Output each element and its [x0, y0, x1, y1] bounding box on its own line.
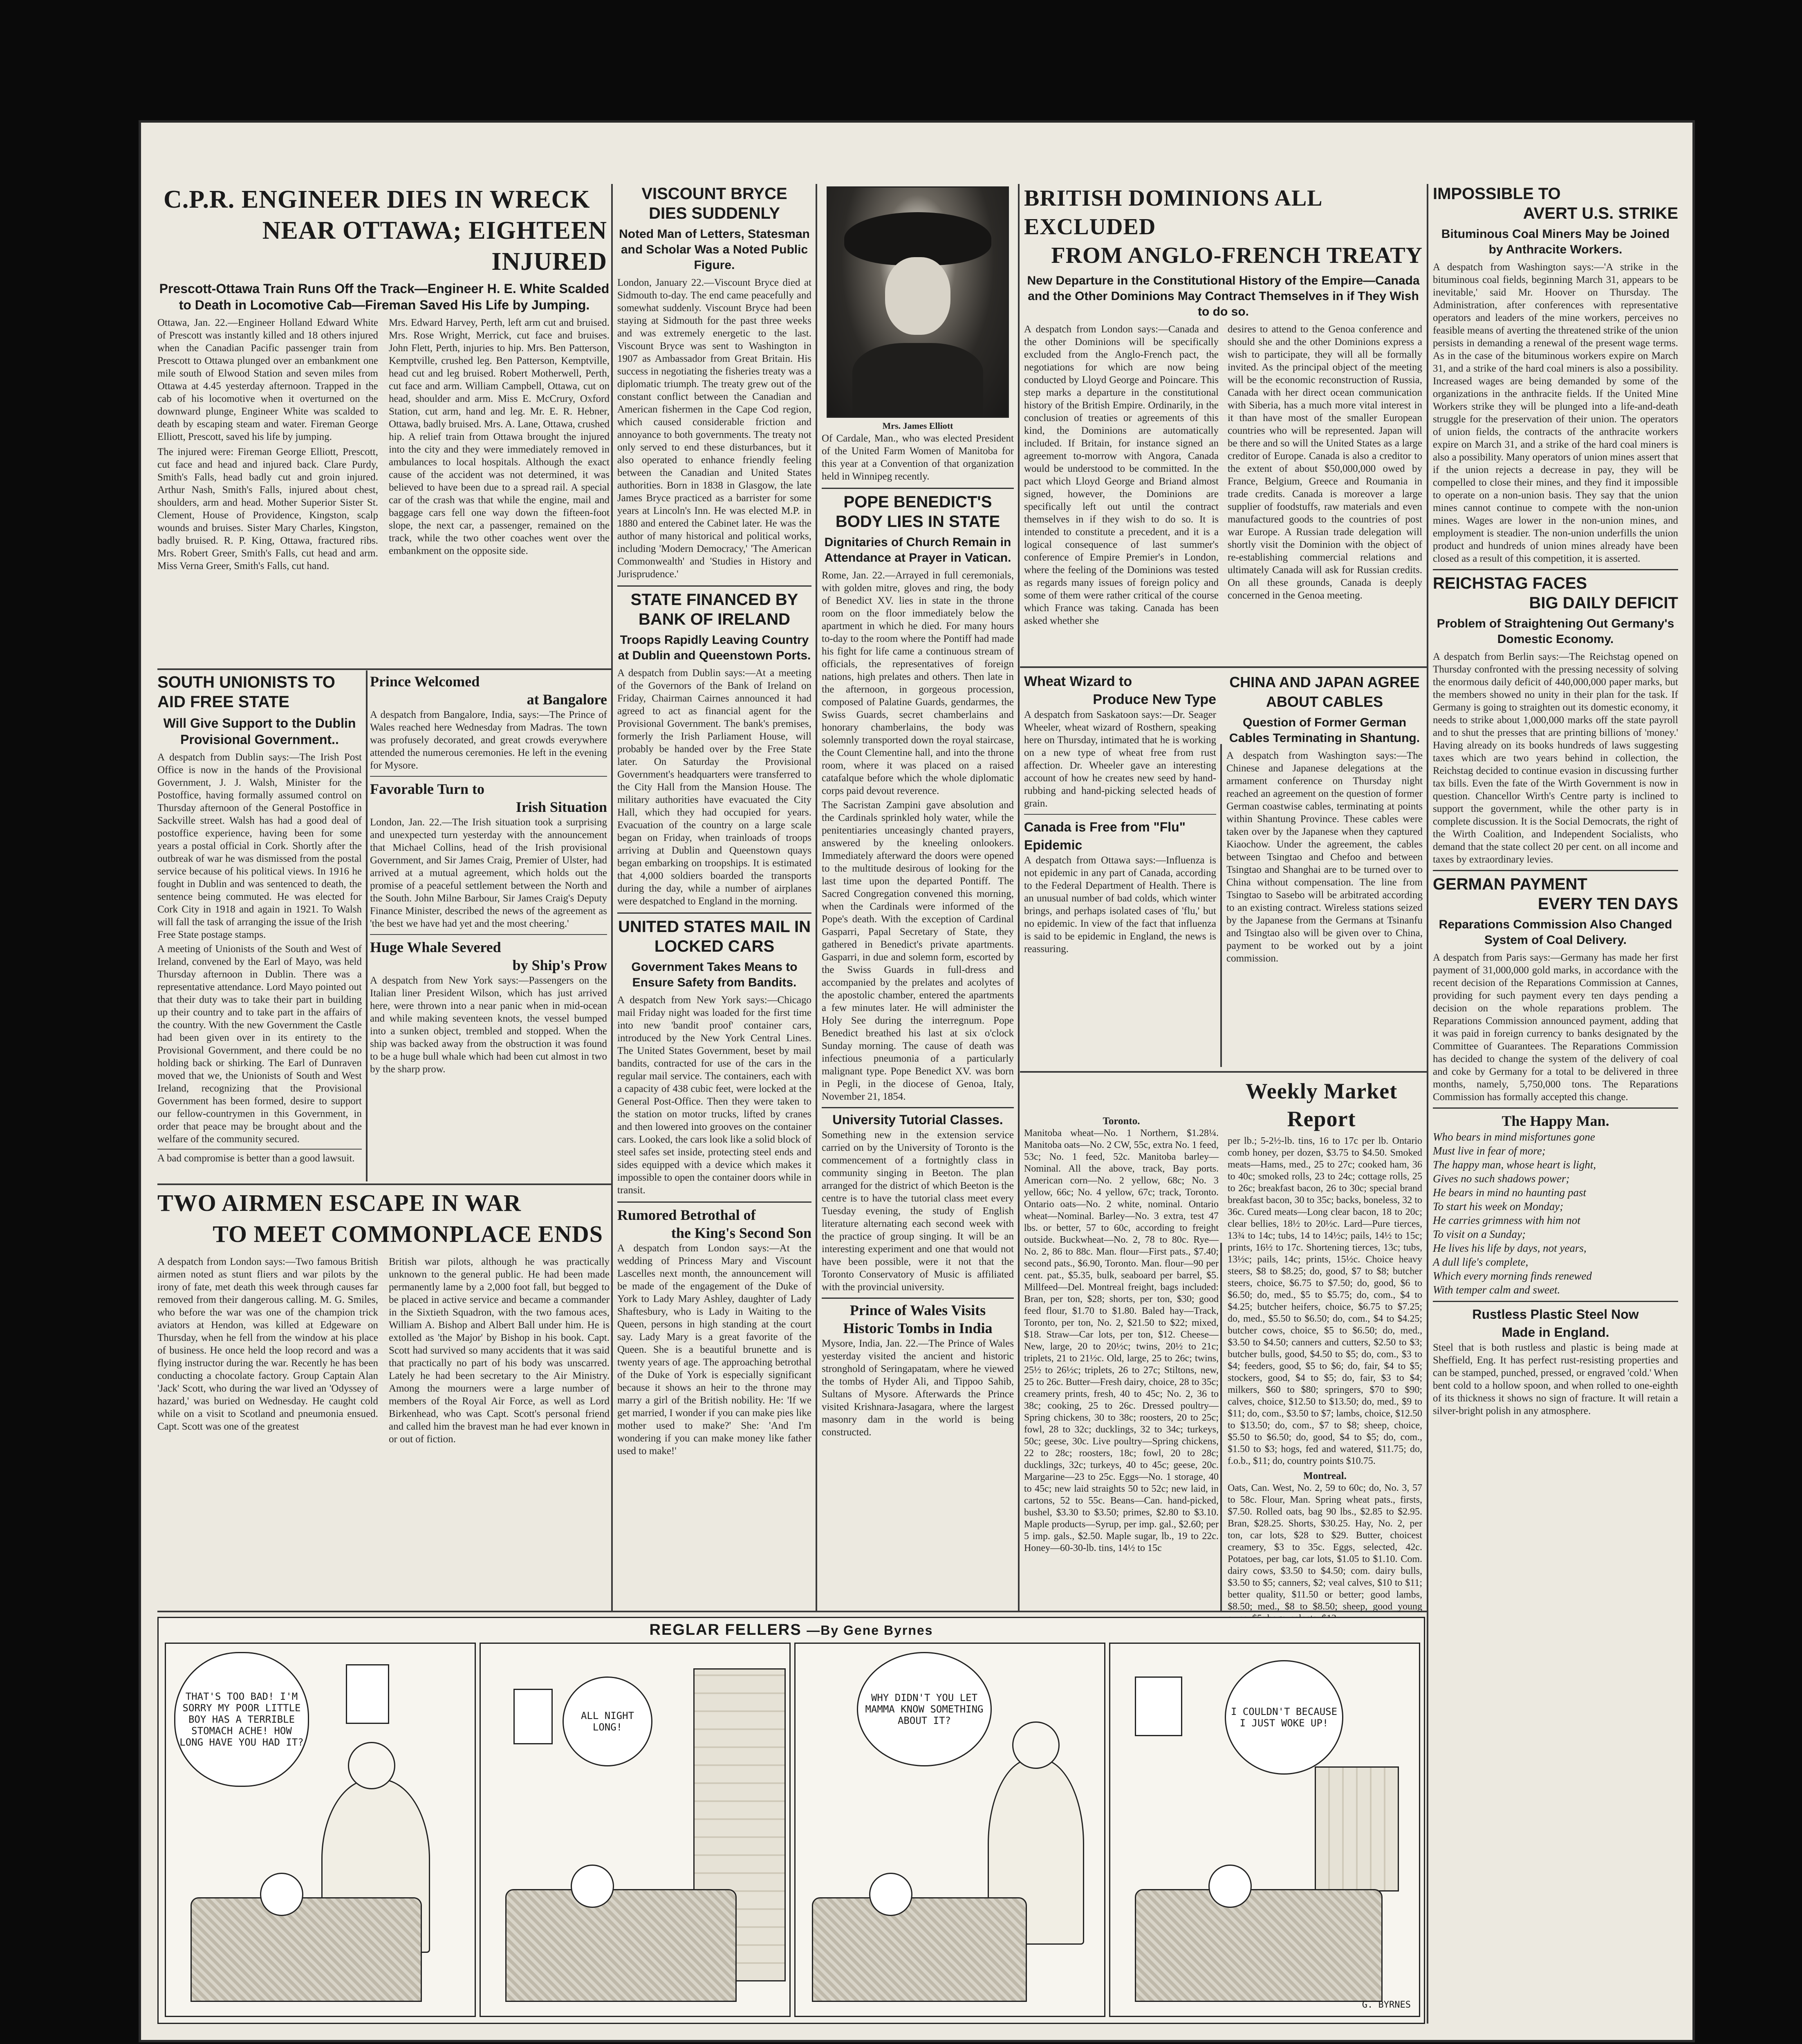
- article-body: Something new in the extension service carried on by the University of Toronto is the commencement of a fortnightly class in community singing in Beeton. The plan arranged for the district of which Beeton is the centre is to have the tutorial class meet every Tuesday evening, the study of English literature alternating each second week with the practice of group singing. It will be an interesting experiment and one that would not have been possible, were it not that the Toronto Conservatory of Music is affiliated with the provincial university.: [822, 1130, 1014, 1293]
- headline: Weekly Market Report: [1245, 1079, 1398, 1131]
- market-report: [1024, 1077, 1423, 1612]
- market-prices: per lb.; 5-2½-lb. tins, 16 to 17c per lb. Ontario comb honey, per dozen, $3.75 to $4.50. Smoked meats—Hams, med., 25 to 27c; cooked ham, 36 to 40c; smoked rolls, 23 to 24c; cottage rolls, 25 to 26c; breakfast bacon, 26 to 30c; special brand breakfast bacon, 30 to 35c; backs, boneless, 32 to 36c. Cured meats—Long clear bacon, 18 to 20c; clear bellies, 18½ to 20½c. Lard—Pure tierces, 13¾ to 14c; tubs, 14 to 14½c; pails, 14½ to 15c; prints, 16½ to 17c. Shortening tierces, 13c; tubs, 13½c; pails, 14c; prints, 15½c. Choice heavy steers, $8 to $8.25; do, good, $7 to $8; butcher steers, choice, $6.75 to $7.50; do, good, $6 to $6.50; do, med., $5 to $5.75; do, com., $4 to $4.25; butcher heifers, choice, $6.75 to $7.25; do, med., $5.50 to $6.50; do, com., $4 to $4.25; butcher cows, choice, $5 to $6.50; do, med., $3.50 to $4.50; canners and cutters, $2.50 to $3; butcher bulls, good, $4.50 to $5; do, com., $3 to $4; feeders, good, $5 to $6; do, fair, $4 to $5; stockers, good, $4 to $5; do, fair, $3 to $4; milkers, $60 to $80; springers, $70 to $90; calves, choice, $12.50 to $13.50; do, med., $9 to $11; do, com., $3.50 to $7; lambs, choice, $12.50 to $13.50; do, com., $7 to $8; sheep, choice, $5.50 to $6.50; do, good, $4 to $5; do, com., $1.50 to $3; hogs, fed and watered, $11.75; do, f.o.b., $11; do, country points $10.75.: [1228, 1136, 1422, 1466]
- boy-head: [260, 1873, 303, 1916]
- article-body: A despatch from Paris says:—Germany has made her first payment of 31,000,000 gold marks, in accordance with the recent decision of the Reparations Commission at Cannes, providing for such payment every ten days pending a decision on the whole reparations problem. The Reparations Commission announced payment, adding that it was paid in foreign currency to banks designated by the Committee of Guarantees. The Reparations Commission has decided to change the system of the delivery of coal and coke by Germany for a total to be delivered in three months, namely, 5,750,000 tons. The Reparations Commission has formally accepted this change.: [1433, 952, 1678, 1103]
- headline: Historic Tombs in India: [843, 1320, 993, 1336]
- subhead: Dignitaries of Church Remain in Attendance at Prayer in Vatican.: [824, 536, 1011, 565]
- article-body: A despatch from New York says:—Passengers on the Italian liner President Wilson, which has just arrived here, were thrown into a near panic when in mid-ocean and while making seventeen knots, the vessel bumped into a sunken object, trembled and stopped. When the ship was backed away from the obstruction it was found to be a huge bull whale which had been cut almost in two by the sharp prow.: [370, 975, 607, 1075]
- column-short-items: [370, 672, 607, 1181]
- newspaper-page: [141, 123, 1692, 2040]
- subhead: New Departure in the Constitutional History of the Empire—Canada and the Other Dominions May Contract Themselves in if They Wish to do so.: [1027, 274, 1420, 318]
- poem-line: With temper calm and sweet.: [1433, 1284, 1560, 1296]
- poem-line: Which every morning finds renewed: [1433, 1270, 1592, 1282]
- headline: REICHSTAG FACES: [1433, 574, 1587, 592]
- poem-line: He carries grimness with him not: [1433, 1214, 1580, 1226]
- article-irish-situation: [370, 776, 607, 930]
- column-four: [822, 184, 1014, 1609]
- article-body: Mrs. Edward Harvey, Perth, left arm cut and bruised. Mrs. Rose Wright, Merrick, cut face and bruises. John Flett, Perth, injuries to hip. Mrs. Ben Patterson, Kemptville, crushed leg. Ben Patterson, Kemptville, head cut and leg bruised. Robert Motherwell, Perth, cut face and arm. William Campbell, Ottawa, cut on head, shoulder and arm. Miss E. McCrury, Oxford Station, cut arm, hand and leg. Mr. E. R. Hebner, Ottawa, badly bruised. Mrs. A. Lane, Ottawa, crushed hip. A relief train from Ottawa brought the injured into the city and they were immediately removed in ambulances to local hospitals. Although the exact cause of the accident was not determined, it was believed to have been due to a spread rail. A special car of the crash was that while the engine, mail and baggage cars fell one way down the fifteen-foot slope, the next car, a passenger, remained on the track, while the two other coaches went over the embankment on the opposite side.: [389, 317, 610, 556]
- article-body: Ottawa, Jan. 22.—Engineer Holland Edward White of Prescott was instantly killed and 18 others injured when the Canadian Pacific passenger train from Prescott to Ottawa plunged over an embankment one mile south of Elwood Station and seven miles from Ottawa at 4.45 yesterday afternoon. Trapped in the cab of his locomotive when it overturned on the downward plunge, Engineer White was scalded to death by escaping steam and water. Fireman George Elliott, Prescott, saved his life by jumping.: [157, 317, 378, 442]
- headline: BIG DAILY DEFICIT: [1529, 594, 1678, 612]
- window: [1315, 1766, 1399, 1892]
- column-rule: [611, 184, 613, 1611]
- headline: Canada is Free from "Flu" Epidemic: [1024, 820, 1186, 852]
- comic-title: REGLAR FELLERS: [649, 1621, 802, 1638]
- filler-item: A bad compromise is better than a good lawsuit.: [157, 1149, 362, 1165]
- article-body: A despatch from New York says:—Chicago mail Friday night was loaded for the first time into new 'bandit proof' container cars, introduced by the New York Central Lines. The United States Government, beset by mail bandits, contracted for use of the cars in the regular mail service. The containers, each with a capacity of 438 cubic feet, were locked at the General Post-Office. Then they were taken to the station on motor trucks, lifted by cranes and then lowered into grooves on the container cars. Looked, the cars look like a solid block of steel safes set inside, protecting steel ends and sides equipped with a device which makes it impossible to open the container doors while in transit.: [617, 995, 811, 1196]
- article-bank-ireland: [617, 585, 811, 908]
- bed: [812, 1897, 1027, 2002]
- article-wheat-wizard: [1024, 672, 1216, 810]
- photo-caption: Mrs. James Elliott: [882, 421, 953, 431]
- headline: DIES SUDDENLY: [649, 204, 780, 222]
- headline: TWO AIRMEN ESCAPE IN WAR: [157, 1190, 521, 1216]
- headline: BRITISH DOMINIONS ALL EXCLUDED: [1024, 186, 1322, 240]
- speech-bubble: WHY DIDN'T YOU LET MAMMA KNOW SOMETHING ABOUT IT?: [857, 1652, 992, 1766]
- boy-head: [571, 1865, 614, 1908]
- market-prices: Oats, Can. West, No. 2, 59 to 60c; do, No. 3, 57 to 58c. Flour, Man. Spring wheat pats., firsts, $7.50. Rolled oats, bag 90 lbs., $2.85 to $2.95. Bran, $28.25. Shorts, $30.25. Hay, No. 2, per ton, car lots, $28 to $29. Butter, choicest creamery, $3 to 35c. Eggs, selected, 42c. Potatoes, per bag, car lots, $1.05 to $1.10. Com. dairy cows, $3.50 to $4.50; com. dairy bulls, $3.50 to $5; canners, $2; veal calves, $10 to $11; better quality, $11.50 or better; good lambs, $8.50; med., $8 to $8.50; sheep, good young: [1228, 1483, 1422, 1612]
- poem-line: He lives his life by days, not years,: [1433, 1242, 1587, 1254]
- article-german-payment: [1433, 870, 1678, 1103]
- article-cpr-wreck: [157, 184, 611, 666]
- portrait-photo: [827, 186, 1009, 418]
- headline: the King's Second Son: [671, 1225, 811, 1241]
- article-prince-wales-india: [822, 1298, 1014, 1439]
- comic-byline: —By Gene Byrnes: [807, 1623, 933, 1638]
- article-rustless-steel: [1433, 1301, 1678, 1417]
- headline: NEAR OTTAWA; EIGHTEEN INJURED: [262, 217, 607, 276]
- headline: VISCOUNT BRYCE: [641, 185, 787, 203]
- headline: C.P.R. ENGINEER DIES IN WRECK: [164, 186, 590, 213]
- article-body: Mysore, India, Jan. 22.—The Prince of Wales yesterday visited the ancient and historic stronghold of Seringapatam, where he viewed the tombs of Hyder Ali, and Tippoo Sahib, Sultans of Mysore. Afterwards the Prince visited Krishnara-Jasagara, where the largest masonry dam in the world is being constructed.: [822, 1338, 1014, 1438]
- comic-title-bar: [159, 1621, 1424, 1639]
- section-rule: [157, 1183, 611, 1185]
- headline: Wheat Wizard to: [1024, 674, 1132, 689]
- column-rule: [1220, 744, 1222, 1067]
- article-body: A despatch from Washington says:—The Chinese and Japanese delegations at the armament conference on Thursday night reached an agreement on the question of former German coastwise cables, terminating at points within Shantung Province. These cables were taken over by the Japanese when they captured Kiaochow. Under the agreement, the cables between Tsingtao and Chefoo and between Tsingtao and Shanghai are to be turned over to China without compensation. The line from Tsingtao to Sasebo will be arbitrated according to an existing contract. Wireless stations seized by the Japanese from the Germans at Tsinanfu and Tsingtao also will be given over to China, payment to be worked out by a joint commission.: [1226, 750, 1423, 964]
- subhead: Bituminous Coal Miners May be Joined by Anthracite Workers.: [1441, 227, 1670, 256]
- bed: [505, 1889, 737, 2002]
- section-rule: [1020, 666, 1427, 668]
- poem-line: A dull life's complete,: [1433, 1256, 1529, 1268]
- headline: Rumored Betrothal of: [617, 1207, 756, 1223]
- poem-line: He bears in mind no haunting past: [1433, 1186, 1586, 1199]
- column-rule: [366, 670, 368, 1181]
- subhead: Government Takes Means to Ensure Safety from Bandits.: [631, 960, 798, 989]
- headline: GERMAN PAYMENT: [1433, 875, 1587, 893]
- wall-picture: [346, 1664, 389, 1724]
- market-prices: Manitoba wheat—No. 1 Northern, $1.28¼. Manitoba oats—No. 2 CW, 55c, extra No. 1 feed, 53c; No. 1 feed, 52c. Manitoba barley—Nominal. All the above, track, Bay ports. American corn—No. 2 yellow, 68c; No. 3 yellow, 66c; No. 4 yellow, 67c; track, Toronto. Ontario oats—No. 2 white, nominal. Ontario wheat—Nominal. Barley—No. 3 extra, test 47 lbs. or better, 57 to 60c, according to freight outside. Buckwheat—No. 2, 78 to 80c. Rye—No. 2, 86 to 88c. Man. flour—First pats., $7.40; second pats., $6.90, Toronto. Man. flour—90 per cent. pat., $5.35, bulk, seaboard per barrel, $5. Millfeed—Del. Montreal freight, bags included: Bran, per ton, $28; shorts, per ton, $30; good feed flour, $1.70 to $1.80. Baled hay—Track, Toronto, per ton, No. 2, $21.50 to $22; mixed, $18. Straw—Car lots, per ton, $12. Cheese—New, large, 20 to 20½c; twins, 20½ to 21c; triplets, 21 to 21½c. Old, large, 25 to 26c; twins, 25½ to 26½c; triplets, 26 to 27c; Stiltons, new, 25 to 26c. Butter—Fresh dairy, choice, 28 to 35c; creamery prints, fresh, 40 to 45c; No. 2, 36 to 38c; cooking, 25 to 26c. Dressed poultry—Spring chickens, 30 to 38c; roosters, 20 to 25c; fowl, 28 to 32c; ducklings, 32 to 34c; turkeys, 50c; geese, 30c. Live poultry—Spring chickens, 22 to 28c; roosters, 18c; fowl, 20 to 28c; ducklings, 32c; turkeys, 40 to 45c; geese, 20c. Margarine—23 to 25c. Eggs—No. 1 storage, 40 to 45c; new laid straights 50 to 52c; new laid, in cartons, 52 to 55c. Beans—Can. hand-picked, bushel, $3.30 to $3.50; primes, $2.80 to $3.10. Maple products—Syrup, per imp. gal., $2.60; per 5 imp. gals., $2.50. Maple sugar, lb., 19 to 22c. Honey—60-30-lb. tins, 14½ to 15c: [1024, 1128, 1219, 1553]
- article-dominions: [1024, 184, 1423, 664]
- poem-happy-man: [1433, 1107, 1678, 1297]
- article-pope: [822, 488, 1014, 1103]
- comic-panel-2: [480, 1643, 791, 2017]
- headline: Huge Whale Severed: [370, 939, 501, 955]
- headline: at Bangalore: [527, 691, 607, 708]
- wall-picture: [513, 1689, 553, 1744]
- article-body: A despatch from London says:—Two famous British airmen noted as stunt fliers and war pilots by the irony of fate, met death this week through causes far removed from their dangerous calling. M. G. Smiles, who before the war was one of the champion trick aviators at Hendon, was killed at Edgeware on Thursday, when he fell from the window at his place of business. He once held the loop record and was a flying instructor during the war. Recently he has been conducting a chocolate factory. Group Captain Alan 'Jack' Scott, who during the war lived an 'Odyssey of hazard,' was buried on Wednesday. He caught cold while on a visit to Scotland and pneumonia ensued. Capt. Scott was one of the greatest: [157, 1256, 378, 1432]
- article-body: The Sacristan Zampini gave absolution and the Cardinals sprinkled holy water, while the penitentiaries unceasingly chanted prayers, answered by the kneeling onlookers. Immediately afterward the doors were opened to the multitude desirous of looking for the last time upon the departed Pontiff. The Sacred Congregation convened this morning, when the Cardinals were informed of the Pope's death. With the exception of Cardinal Gasparri, Papal Secretary of State, they gathered in Benedict's private apartments. Gasparri, in due and solemn form, escorted by the Swiss Guards in full-dress and accompanied by the prelates and acolytes of the apostolic chamber, entered the apartments a few minutes later. He will administer the Holy See during the interregnum. Pope Benedict breathed his last at six o'clock Sunday morning. The cause of death was infectious pneumonia of a particularly malignant type. Pope Benedict XV. was born in Pegli, in the diocese of Genoa, Italy, November 21, 1854.: [822, 800, 1014, 1102]
- article-body: British war pilots, although he was practically unknown to the general public. He had been made permanently lame by a 2,000 foot fall, but begged to be placed in active service and became a commander in the Sixtieth Squadron, with the two famous aces, William A. Bishop and Albert Ball under him. He is extolled as 'the Major' by Bishop in his book. Capt. Scott had survived so many accidents that it was said that practically no part of his body was unscarred. Lately he had been secretary to the Air Ministry. Among the mourners were a large number of members of the Royal Air Force, as well as Lord Birkenhead, who was Capt. Scott's personal friend and called him the bravest man he had ever known in or out of fiction.: [389, 1256, 610, 1445]
- headline: SOUTH UNIONISTS TO AID FREE STATE: [157, 673, 335, 711]
- face-shape: [885, 257, 950, 335]
- subhead: Will Give Support to the Dublin Provisional Government..: [163, 716, 356, 747]
- headline: Irish Situation: [515, 799, 607, 815]
- article-us-strike: [1433, 184, 1678, 565]
- headline: CHINA AND JAPAN AGREE ABOUT CABLES: [1229, 674, 1420, 710]
- comic-panel-4: [1109, 1643, 1420, 2017]
- article-prince-bangalore: [370, 672, 607, 772]
- right-column: [1433, 184, 1678, 2024]
- comic-strip: [157, 1617, 1425, 2024]
- column-rule: [1427, 184, 1428, 2024]
- headline: Favorable Turn to: [370, 781, 485, 797]
- article-body: A despatch from Washington says:—'A strike in the bituminous coal fields, beginning March 31, appears to be inevitable,' said Mr. Hoover on Thursday. The Administration, after conferences with representative operators and leaders of the mine workers, perceives no feasible means of averting the threatened strike of the union persists in demanding a renewal of the present wage terms. As in the case of the bituminous workers expire on March 31, and a strike of the hard coal miners is also a possibility. Increased wages are being demanded by some of the organizations in the anthracite fields. If the United Mine Workers strike they will be plunged into a life-and-death struggle for the preservation of their union. The operators of union fields, the contracts of the anthracite workers expire on March 31, and a strike of the hard coal miners is also a possibility. Many operators of union mines assert that if the union rejects a decrease in pay, they will be compelled to close their mines, and they find it impossible to operate on a non-union basis. They say that the union mines cannot continue to compete with the non-union mines. Wages are lower in the non-union mines, and employment is steadier. The non-union underfills the union product and hundreds of union mines already have been closed as a result of this competition, it is asserted.: [1433, 262, 1678, 564]
- caption-body: Of Cardale, Man., who was elected President of the United Farm Women of Manitoba for this year at a Convention of that organization held in Winnipeg recently.: [822, 433, 1014, 482]
- article-body: A despatch from London says:—At the wedding of Princess Mary and Viscount Lascelles next month, the announcement will be made of the engagement of the Duke of York to Lady Mary Ashley, daughter of Lady Shaftesbury, who is Lady in Waiting to the Queen, persons in high standing at the court say. Lady Mary is a great favorite of the Queen. She is a beautiful brunette and is twenty years of age. The approaching betrothal of the Duke of York is especially significant because it shows an heir to the throne may marry a girl of the British nobility. He: 'If we get married, I wonder if you can make pies like mother used to make?' She: 'And I'm wondering if you can make money like father used to make!': [617, 1243, 811, 1457]
- headline: POPE BENEDICT'S BODY LIES IN STATE: [835, 493, 1000, 531]
- comic-panel-3: [794, 1643, 1105, 2017]
- poem-line: To start his week on Monday;: [1433, 1200, 1564, 1213]
- headline: STATE FINANCED BY BANK OF IRELAND: [630, 591, 798, 628]
- headline: AVERT U.S. STRIKE: [1523, 204, 1678, 222]
- mother-head: [348, 1742, 395, 1789]
- headline: EVERY TEN DAYS: [1538, 895, 1678, 913]
- poem-line: To visit on a Sunday;: [1433, 1228, 1526, 1240]
- speech-bubble: I COULDN'T BECAUSE I JUST WOKE UP!: [1225, 1660, 1343, 1775]
- poem-line: Who bears in mind misfortunes gone: [1433, 1131, 1595, 1143]
- poem-line: Gives no such shadows power;: [1433, 1172, 1570, 1185]
- comic-panel-1: [165, 1643, 476, 2017]
- subhead: Prescott-Ottawa Train Runs Off the Track—Engineer H. E. White Scalded to Death in Locomotive Cab—Fireman Saved His Life by Jumping.: [159, 281, 610, 312]
- subhead: Problem of Straightening Out Germany's Domestic Economy.: [1437, 617, 1674, 646]
- article-viscount-bryce: [617, 184, 811, 580]
- article-body: A despatch from Berlin says:—The Reichstag opened on Thursday confronted with the pressing necessity of solving the enormous daily deficit of 440,000,000 paper marks, but the members showed no unity in their plan for the task. If Germany is going to straighten out its domestic economy, it needs to strike about 1,000,000 marks off the state payroll and to shut the presses that are printing billions of 'money.' Having already on its books hundreds of laws suggesting taxes which are two years behind in collection, the Reichstag decided to continue evasion in discussing further tax bills. Even the fate of the Wirth Government is now in question. Chancellor Wirth's Centre party is inclined to support the government, while the other party is in complete discussion. It is the Social Democrats, the right of the Wirth Coalition, and Independent Socialists, who demand that the state collect 20 per cent. on all income and taxes by extraordinary levies.: [1433, 651, 1678, 865]
- poem-line: The happy man, whose heart is light,: [1433, 1159, 1596, 1171]
- shoulders-shape: [852, 343, 983, 417]
- headline: UNITED STATES MAIL IN LOCKED CARS: [618, 918, 811, 955]
- artist-signature: G. BYRNES: [1362, 2000, 1411, 2010]
- article-body: A despatch from London says:—Canada and the other Dominions will be specifically excluded from the Anglo-French pact, the negotiations for which are now being conducted by Lloyd George and Poincare. This step marks a departure in the constitutional history of the British Empire. Ordinarily, in the conclusion of treaties or agreements of this kind, the Dominions are automatically included. If Britain, for instance signed an agreement to-morrow with Angora, Canada would be understood to be committed. In the pact which Lloyd George and Briand almost signed, however, the Dominions are specifically left out until the contract themselves in if they wish to do so. It is intended to constitute a precedent, and it is a logical consequence of last summer's conference of Empire Premier's in London, where the feeling of the Dominions was tested as regards many issues of foreign policy and some of them were rather critical of the course which France was taking. Canada has been asked whether she: [1024, 324, 1219, 626]
- headline: University Tutorial Classes.: [832, 1112, 1003, 1127]
- article-cables: [1226, 672, 1423, 1067]
- article-body: London, January 22.—Viscount Bryce died at Sidmouth to-day. The end came peacefully and somewhat suddenly. Viscount Bryce had been staying at Sidmouth for the past three weeks and was extremely energetic to the last. Viscount Bryce was sent to Washington in 1907 as Ambassador from Great Britain. His success in negotiating the fisheries treaty was a diplomatic triumph. The treaty grew out of the constant conflict between the Canadian and American fishermen in the Cape Cod region, which caused considerable friction and annoyance to both governments. The treaty not only served to end these disturbances, but it also operated to enhance friendly feeling between the Canadian and United States authorities. Born in 1838 in Glasgow, the late James Bryce practiced as a barrister for some years at Lincoln's Inn. He was elected M.P. in 1880 and entered the Cabinet later. He was the author of many historical and political works, including 'Modern Democracy,' 'The American Commonwealth' and 'Studies in History and Jurisprudence.': [617, 277, 811, 580]
- wall-picture: [1135, 1676, 1182, 1736]
- article-body: desires to attend to the Genoa conference and should she and the other Dominions express a wish to participate, they will all be formally invited. As the principal object of the meeting will be the economic reconstruction of Russia, Canada with her direct ocean communication with Siberia, has a much more vital interest in it than have most of the smaller European countries who will be represented. Japan will be there and so will the United States as a large creditor of Europe. Canada is also a creditor to the extent of about $50,000,000 owed by France, Belgium, Greece and Roumania in trade credits. Canada is moreover a large supplier of foodstuffs, raw materials and even manufactured goods to the countries of post war Europe. A Russian trade delegation will shortly visit the Dominion with the object of re-establishing commercial relations and ultimately Canada will ask for Russian credits. On all these grounds, Canada is deeply concerned in the Genoa meeting.: [1228, 324, 1422, 601]
- poem-line: Must live in fear of more;: [1433, 1145, 1546, 1157]
- poem-title: The Happy Man.: [1502, 1113, 1609, 1129]
- subhead: Question of Former German Cables Terminating in Shantung.: [1229, 716, 1420, 745]
- speech-bubble: ALL NIGHT LONG!: [563, 1676, 652, 1766]
- article-us-mail: [617, 912, 811, 1197]
- article-body: Rome, Jan. 22.—Arrayed in full ceremonials, with golden mitre, gloves and ring, the body of Benedict XV. lies in state in the throne room on the floor immediately below the apartment in which he died. For many hours to-day to the room where the Pontiff had made his fight for life came a continuous stream of officials, the representatives of foreign nations, high prelates and others. Then late in the afternoon, in gorgeous procession, composed of Palatine Guards, gendarmes, the Swiss Guards, secret chamberlains and honorary chamberlains, the body was solemnly transported down the royal staircase, the Count Clementine hall, and into the throne room, where it was placed on a raised catafalque before which the whole diplomatic corps paid devout reverence.: [822, 570, 1014, 796]
- headline: TO MEET COMMONPLACE ENDS: [213, 1221, 603, 1247]
- section-rule: [1020, 1071, 1427, 1073]
- article-body: Steel that is both rustless and plastic is being made at Sheffield, Eng. It has perfect rust-resisting properties and can be stamped, punched, pressed, or engraved 'cold.' When bent cold to a hollow spoon, and when rolled to one-eighth of its thickness it shows no sign of fracture. It will retain a silver-bright polish in any atmosphere.: [1433, 1342, 1678, 1416]
- article-body: A despatch from Dublin says:—At a meeting of the Governors of the Bank of Ireland on Friday, Chairman Cairnes announced it had agreed to act as financial agent for the Provisional Government. The bank's premises, formerly the Irish Parliament House, will probably be handed over by the Free State later. On Saturday the Provisional Government's headquarters were transferred to the City Hall from the Mansion House. The military authorities have evacuated the City Hall, which they had occupied for years. Evacuation of the country on a large scale began on Friday, when trainloads of troops arriving at Dublin and Queenstown quays began embarking on troopships. It is estimated that 4,000 soldiers boarded the transports during the day, while a number of airplanes were despatched to England in the morning.: [617, 668, 811, 907]
- market-city-label: Toronto.: [1103, 1116, 1140, 1127]
- article-whale: [370, 934, 607, 1076]
- article-tutorial-classes: [822, 1107, 1014, 1293]
- article-body: London, Jan. 22.—The Irish situation took a surprising and unexpected turn yesterday with the announcement that Michael Collins, head of the Irish provisional Government, and Sir James Craig, Premier of Ulster, had arrived at a mutual agreement, which holds out the promise of a peaceful settlement between the North and the South. John Milne Barbour, Sir James Craig's Deputy Finance Minister, described the news of the agreement as 'the best we have had yet and the most cheering.': [370, 817, 607, 929]
- article-body: The injured were: Fireman George Elliott, Prescott, cut face and head and injured back. Clare Purdy, Smith's Falls, head badly cut and groin injured. Arthur Nash, Smith's Falls, injured about chest, shoulders, arm and head. Mother Superior Sister St. Clement, House of Providence, Kingston, scalp wounds and bruises. Sister Mary Charles, Kingston, badly bruised. R. P. King, Ottawa, fractured ribs. Mrs. Robert Greer, Smith's Falls, cut head and arm. Miss Verna Greer, Smith's Falls, cut hand.: [157, 446, 378, 572]
- article-unionists: [157, 672, 362, 1181]
- headline: Rustless Plastic Steel Now: [1472, 1307, 1639, 1322]
- article-betrothal: [617, 1201, 811, 1457]
- headline: IMPOSSIBLE TO: [1433, 185, 1561, 203]
- headline: FROM ANGLO-FRENCH TREATY: [1051, 243, 1423, 268]
- column-rule: [816, 184, 817, 1611]
- subhead: Reparations Commission Also Changed System of Coal Delivery.: [1439, 918, 1672, 947]
- subhead: Noted Man of Letters, Statesman and Scholar Was a Noted Public Figure.: [619, 227, 810, 272]
- headline: Produce New Type: [1093, 692, 1216, 707]
- headline: Prince Welcomed: [370, 673, 480, 690]
- section-rule: [157, 668, 611, 670]
- article-flu: [1024, 814, 1216, 955]
- article-body: A despatch from Dublin says:—The Irish Post Office is now in the hands of the Provisional Government, J. J. Walsh, Minister for the Postoffice, having formally assumed control on Thursday afternoon of the General Postoffice in Sackville street. Walsh has had a good deal of postoffice experience, having been for some years a postal official in Cork. Shortly after the outbreak of war he was dismissed from the postal service because of his political views. In 1916 he fought in Dublin and was sentenced to death, the sentence being commuted. He was elected for Cork City in 1918 and again in 1921. To Walsh will fall the task of arranging the issue of the Irish Free State postage stamps.: [157, 752, 362, 940]
- bed: [191, 1897, 422, 2002]
- column-wheat-flu: [1024, 672, 1216, 1067]
- headline: Made in England.: [1502, 1325, 1609, 1340]
- subhead: Troops Rapidly Leaving Country at Dublin and Queenstown Ports.: [618, 633, 811, 662]
- headline: by Ship's Prow: [512, 957, 607, 973]
- article-airmen: [157, 1188, 611, 1609]
- boy-head: [869, 1873, 912, 1916]
- bed: [1135, 1889, 1383, 2002]
- speech-bubble: THAT'S TOO BAD! I'M SORRY MY POOR LITTLE BOY HAS A TERRIBLE STOMACH ACHE! HOW LONG HAVE YOU HAD IT?: [174, 1652, 309, 1787]
- market-city-label: Montreal.: [1303, 1470, 1347, 1481]
- headline: Prince of Wales Visits: [849, 1302, 986, 1318]
- column-three: [617, 184, 811, 1609]
- article-reichstag: [1433, 569, 1678, 866]
- article-body: A despatch from Saskatoon says:—Dr. Seager Wheeler, wheat wizard of Rosthern, speaking here on Thursday, intimated that he is working on a new type of wheat free from rust affection. Dr. Wheeler gave an interesting account of how he creates new seed by hand-rubbing and hand-picking selected heads of grain.: [1024, 709, 1216, 809]
- column-rule: [1018, 184, 1020, 1611]
- article-body: A despatch from Ottawa says:—Influenza is not epidemic in any part of Canada, according to the Federal Department of Health. There is an unusual number of bad colds, which winter brings, and perhaps isolated cases of 'flu,' but no epidemic. In view of the fact that influenza is said to be epidemic in England, the news is reassuring.: [1024, 855, 1216, 955]
- mother-head: [1012, 1721, 1060, 1769]
- boy-head: [1208, 1865, 1252, 1908]
- article-body: A meeting of Unionists of the South and West of Ireland, convened by the Earl of Mayo, was held Thursday afternoon in Dublin. There was a representative attendance. Lord Mayo pointed out that their duty was to take their part in building up their country and to take part in the affairs of the country. With the new Government the Castle had been given over in its entirety to the Provisional Government, and there could be no holding back or shirking. The Earl of Dunraven moved that we, the Unionists of South and West Ireland, recognizing that the Provisional Government has been formed, desire to support our fellow-countrymen in this Government, in order that peace may be brought about and the welfare of the community secured.: [157, 944, 362, 1145]
- article-body: A despatch from Bangalore, India, says:—The Prince of Wales reached here Wednesday from Madras. The town was profusely decorated, and great crowds everywhere attended the numerous ceremonies. He left in the evening for Mysore.: [370, 709, 607, 771]
